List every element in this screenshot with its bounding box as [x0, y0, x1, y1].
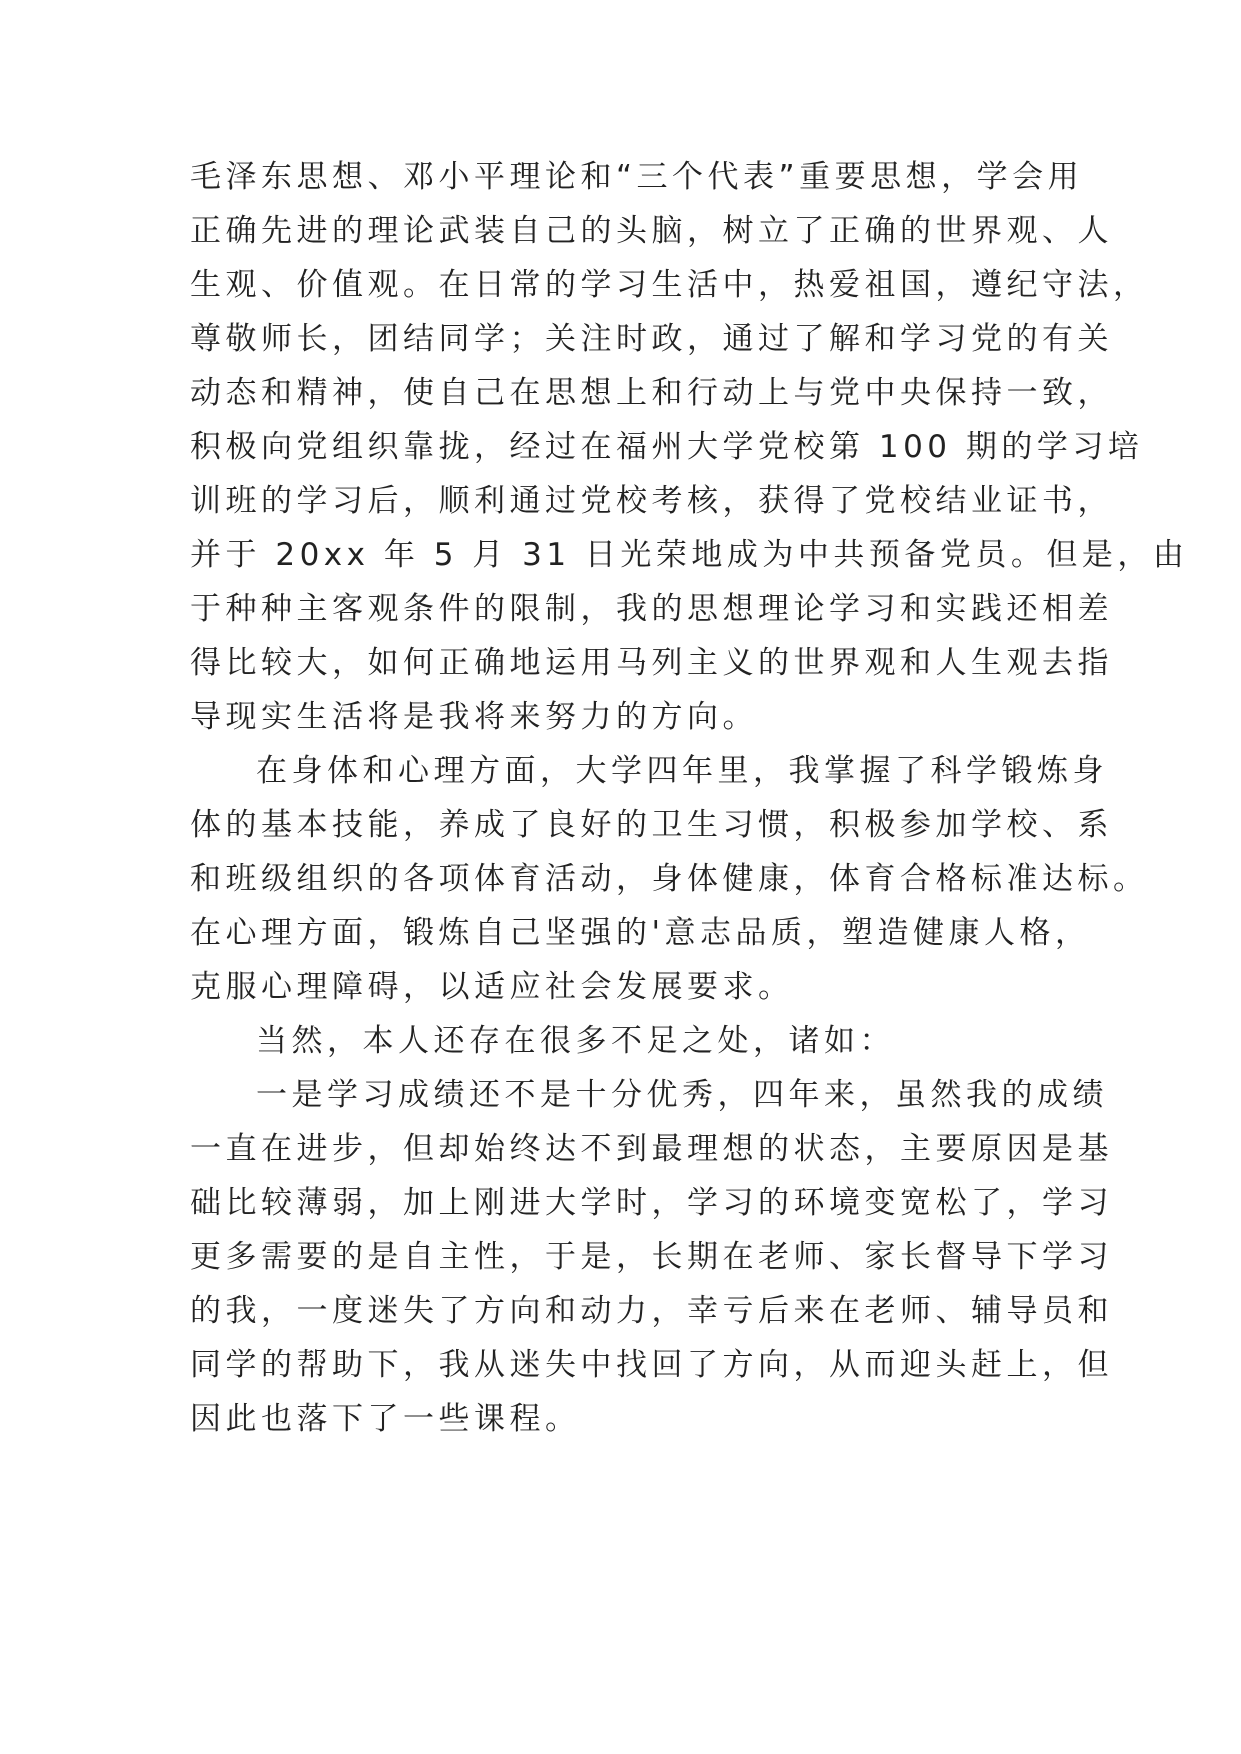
paragraph-1-line: 动态和精神，使自己在思想上和行动上与党中央保持一致，: [190, 375, 1113, 411]
paragraph-4-line: 的我，一度迷失了方向和动力，幸亏后来在老师、辅导员和: [190, 1293, 1113, 1329]
paragraph-2-line: 和班级组织的各项体育活动，身体健康，体育合格标准达标。: [190, 861, 1149, 897]
paragraph-1-line: 生观、价值观。在日常的学习生活中，热爱祖国，遵纪守法，: [190, 267, 1149, 303]
paragraph-2-line: 克服心理障碍，以适应社会发展要求。: [190, 969, 794, 1005]
paragraph-3: [190, 1014, 1050, 1068]
paragraph-4-line: 础比较薄弱，加上刚进大学时，学习的环境变宽松了，学习: [190, 1185, 1113, 1221]
paragraph-4-line: 更多需要的是自主性，于是，长期在老师、家长督导下学习: [190, 1239, 1113, 1275]
paragraph-3-line: 当然，本人还存在很多不足之处，诸如：: [256, 1023, 895, 1059]
paragraph-4-line: 因此也落下了一些课程。: [190, 1401, 581, 1437]
document-body: [190, 150, 1189, 1446]
paragraph-1: [190, 150, 1189, 744]
paragraph-1-line: 积极向党组织靠拢，经过在福州大学党校第 100 期的学习培: [190, 429, 1144, 465]
paragraph-1-line: 正确先进的理论武装自己的头脑，树立了正确的世界观、人: [190, 213, 1113, 249]
paragraph-4: [190, 1068, 1113, 1446]
paragraph-1-line: 毛泽东思想、邓小平理论和“三个代表”重要思想，学会用: [190, 159, 1084, 195]
paragraph-1-line: 尊敬师长，团结同学；关注时政，通过了解和学习党的有关: [190, 321, 1113, 357]
paragraph-4-line: 同学的帮助下，我从迷失中找回了方向，从而迎头赶上，但: [190, 1347, 1113, 1383]
paragraph-2-line: 在心理方面，锻炼自己坚强的'意志品质，塑造健康人格，: [190, 915, 1091, 951]
paragraph-1-line: 于种种主客观条件的限制，我的思想理论学习和实践还相差: [190, 591, 1113, 627]
paragraph-2: [190, 744, 1149, 1014]
paragraph-4-line: 一是学习成绩还不是十分优秀，四年来，虽然我的成绩: [256, 1077, 1108, 1113]
paragraph-1-line: 并于 20xx 年 5 月 31 日光荣地成为中共预备党员。但是，由: [190, 537, 1189, 573]
paragraph-2-line: 在身体和心理方面，大学四年里，我掌握了科学锻炼身: [256, 753, 1108, 789]
paragraph-1-line: 导现实生活将是我将来努力的方向。: [190, 699, 758, 735]
paragraph-2-line: 体的基本技能，养成了良好的卫生习惯，积极参加学校、系: [190, 807, 1113, 843]
paragraph-1-line: 得比较大，如何正确地运用马列主义的世界观和人生观去指: [190, 645, 1113, 681]
paragraph-1-line: 训班的学习后，顺利通过党校考核，获得了党校结业证书，: [190, 483, 1113, 519]
paragraph-4-line: 一直在进步，但却始终达不到最理想的状态，主要原因是基: [190, 1131, 1113, 1167]
